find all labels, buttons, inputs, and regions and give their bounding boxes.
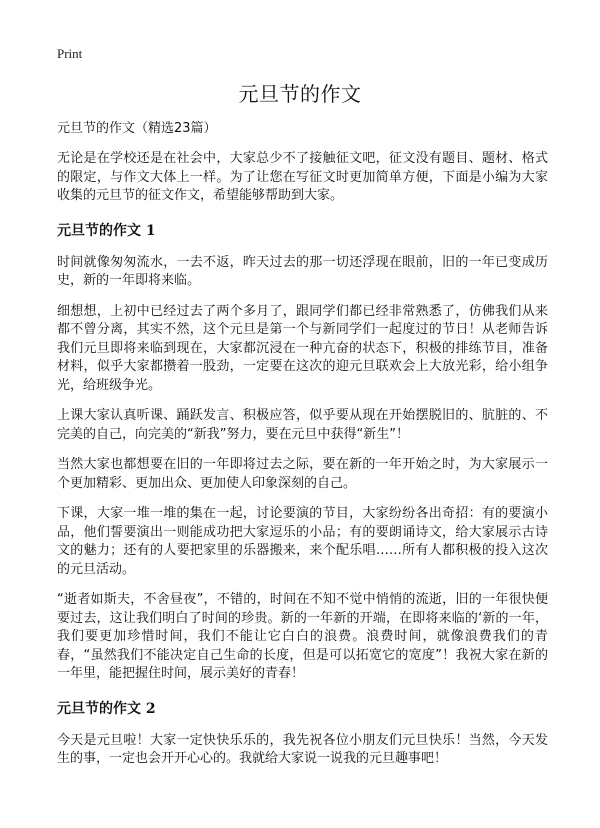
document-subtitle: 元旦节的作文（精选23篇） [57,121,217,136]
paragraph: 当然大家也都想要在旧的一年即将过去之际，要在新的一年开始之时，为大家展示一个更加精彩、更加出众、更加使人印象深刻的自己。 [57,457,548,491]
section-heading: 元旦节的作文 1 [57,222,156,239]
section-heading: 元旦节的作文 2 [57,700,156,717]
paragraph: “逝者如斯夫，不舍昼夜”，不错的，时间在不知不觉中悄悄的流逝，旧的一年很快便要过去，这让我们明白了时间的珍贵。新的一年新的开端，在即将来临的‘新的一年，我们要更加珍惜时间，我们不能让它白白的浪费。浪费时间，就像浪费我们的青春，“虽然我们不能决定自己生命的长度，但是可以拓宽它的宽度”！我祝大家在新的一年里，能把握住时间，展示美好的青春！ [57,592,548,681]
print-link[interactable]: Print [57,46,83,61]
document-title: 元旦节的作文 [238,82,362,106]
document-body [57,120,548,781]
paragraph: 下课，大家一堆一堆的集在一起，讨论要演的节目，大家纷纷各出奇招：有的要演小品，他们誓要演出一则能成功把大家逗乐的小品；有的要朗诵诗文，给大家展示古诗文的魅力；还有的人要把家里的乐器搬来，来个配乐唱……所有人都积极的投入这次的元旦活动。 [57,506,548,577]
intro-paragraph: 无论是在学校还是在社会中，大家总少不了接触征文吧，征文没有题目、题材、格式的限定，与作文大体上一样。为了让您在写征文时更加简单方便，下面是小编为大家收集的元旦节的征文作文，希望能够帮助到大家。 [57,151,548,203]
paragraph: 细想想，上初中已经过去了两个多月了，跟同学们都已经非常熟悉了，仿佛我们从来都不曾分离，其实不然，这个元旦是第一个与新同学们一起度过的节日！从老师告诉我们元旦即将来临到现在，大家都沉浸在一种亢奋的状态下，积极的排练节目，准备材料，似乎大家都攒着一股劲，一定要在这次的迎元旦联欢会上大放光彩，给小组争光，给班级争光。 [57,303,548,393]
paragraph: 今天是元旦啦！大家一定快快乐乐的，我先祝各位小朋友们元旦快乐！当然，今天发生的事，一定也会开开心心的。我就给大家说一说我的元旦趣事吧！ [57,732,548,766]
paragraph: 上课大家认真听课、踊跃发言、积极应答，似乎要从现在开始摆脱旧的、肮脏的、不完美的自己，向完美的“新我”努力，要在元旦中获得“新生”！ [57,408,548,442]
paragraph: 时间就像匆匆流水，一去不返，昨天过去的那一切还浮现在眼前，旧的一年已变成历史，新的一年即将来临。 [57,254,548,288]
